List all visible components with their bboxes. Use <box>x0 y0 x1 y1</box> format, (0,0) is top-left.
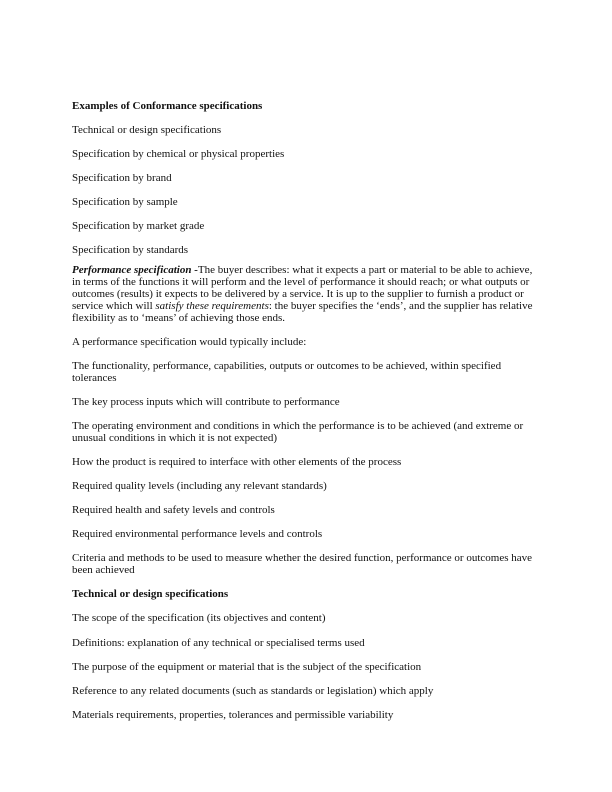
list-item: Required health and safety levels and controls <box>72 504 275 516</box>
list-item: Specification by chemical or physical properties <box>72 148 285 160</box>
list-item: Materials requirements, properties, tolerances and permissible variability <box>72 709 394 721</box>
list-item: Required quality levels (including any relevant standards) <box>72 480 327 492</box>
performance-paragraph <box>72 264 538 324</box>
performance-intro: A performance specification would typically include: <box>72 336 307 348</box>
list-item: Specification by standards <box>72 244 189 256</box>
list-item: Specification by market grade <box>72 220 205 232</box>
performance-text: The buyer describes: what it expects a part or material to be able to achieve, in terms of the functions it will perform and the level of performance it should reach; or what outputs or outcomes (results) it expects to be delivered by a service. It is up to the supplier to furnish a product or service which will <box>72 264 533 312</box>
list-item: Reference to any related documents (such as standards or legislation) which apply <box>72 685 434 697</box>
list-item: Criteria and methods to be used to measure whether the desired function, performance or outcomes have been achieved <box>72 552 533 576</box>
section-heading-technical: Technical or design specifications <box>72 588 229 600</box>
performance-lead: Performance specification - <box>72 264 198 276</box>
section-heading-conformance: Examples of Conformance specifications <box>72 100 263 112</box>
performance-text-end: : the buyer specifies the ‘ends’, and the supplier has relative flexibility as to ‘means’ of achieving those ends. <box>72 300 533 324</box>
list-item: Definitions: explanation of any technical or specialised terms used <box>72 637 365 649</box>
list-item: How the product is required to interface with other elements of the process <box>72 456 402 468</box>
list-item: The scope of the specification (its objectives and content) <box>72 612 326 624</box>
list-item: Specification by brand <box>72 172 172 184</box>
list-item: Required environmental performance levels and controls <box>72 528 323 540</box>
list-item: Technical or design specifications <box>72 124 222 136</box>
list-item: The key process inputs which will contribute to performance <box>72 396 340 408</box>
list-item: The operating environment and conditions in which the performance is to be achieved (and extreme or unusual conditions in which it is not expected) <box>72 420 524 444</box>
performance-emphasis: satisfy these requirements <box>155 300 269 312</box>
list-item: The functionality, performance, capabilities, outputs or outcomes to be achieved, within specified tolerances <box>72 360 502 384</box>
list-item: The purpose of the equipment or material that is the subject of the specification <box>72 661 422 673</box>
list-item: Specification by sample <box>72 196 178 208</box>
